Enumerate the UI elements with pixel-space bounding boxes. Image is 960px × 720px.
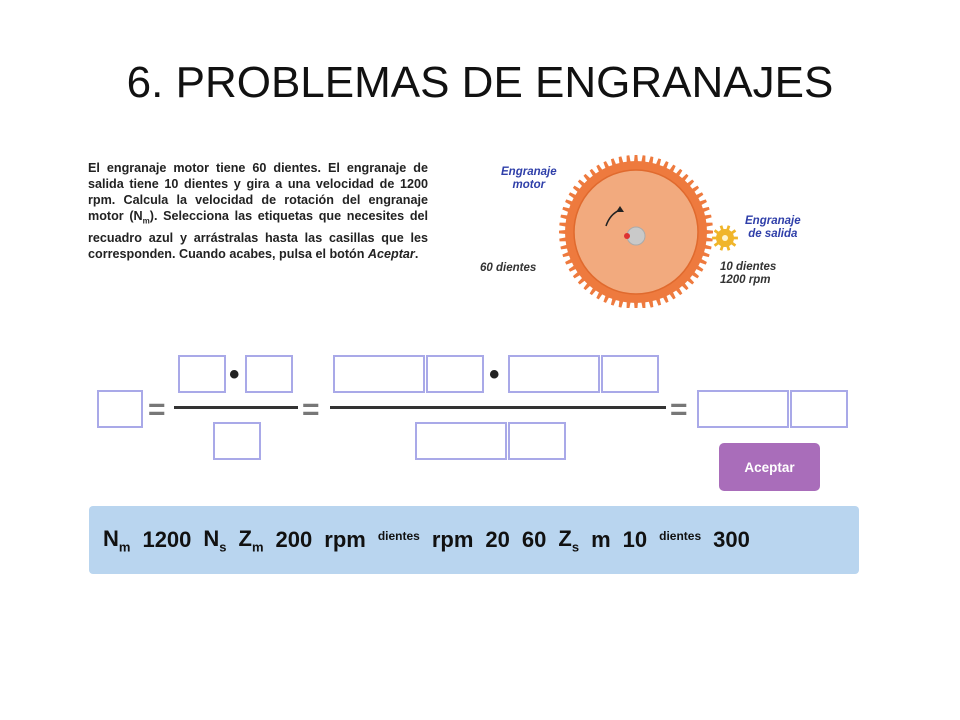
problem-statement xyxy=(88,160,428,262)
drop-box-answer-unit[interactable] xyxy=(790,390,848,428)
problem-sub-m: m xyxy=(142,216,150,226)
equals-sign-2: = xyxy=(302,393,320,426)
motor-teeth-label: 60 dientes xyxy=(480,262,537,274)
draggable-tag[interactable]: 1200 xyxy=(142,527,192,552)
equals-sign-3: = xyxy=(670,393,688,426)
draggable-tag[interactable]: 20 xyxy=(485,527,510,552)
motor-gear-label: Engranaje motor xyxy=(501,166,557,191)
problem-text-end: . xyxy=(414,246,419,261)
draggable-tag[interactable]: 200 xyxy=(275,527,313,552)
drop-box-frac1-num-b[interactable] xyxy=(245,355,293,393)
accept-button[interactable]: Aceptar xyxy=(719,443,820,491)
motor-gear-pin xyxy=(624,233,630,239)
draggable-tag[interactable]: dientes xyxy=(377,529,420,543)
drop-box-frac1-num-a[interactable] xyxy=(178,355,226,393)
multiply-dot-2: • xyxy=(489,358,500,391)
draggable-tag[interactable]: rpm xyxy=(324,527,366,552)
draggable-tag[interactable]: $Z_m$ xyxy=(238,525,264,555)
problem-text-1: El engranaje motor tiene 60 dientes. El engranaje de salida tiene 10 dientes y gira a una velocidad de 1200 rpm. Calcula la velocidad de rotación del engranaje motor (N xyxy=(88,161,428,223)
draggable-tag[interactable]: 60 xyxy=(521,527,547,552)
page-title: 6. PROBLEMAS DE ENGRANAJES xyxy=(126,58,834,107)
drop-box-frac2-den[interactable] xyxy=(415,422,507,460)
drop-box-frac2-num-a[interactable] xyxy=(333,355,425,393)
drop-box-frac2-den-unit[interactable] xyxy=(508,422,566,460)
output-gear-label: Engranaje de salida xyxy=(745,215,801,240)
draggable-tag[interactable]: m xyxy=(591,527,611,552)
label-tray xyxy=(89,506,859,574)
draggable-tag[interactable]: $N_s$ xyxy=(203,525,227,555)
drop-box-frac2-num-b[interactable] xyxy=(508,355,600,393)
problem-text-italic: Aceptar xyxy=(367,246,415,261)
draggable-tag[interactable]: rpm xyxy=(431,527,474,552)
draggable-tag[interactable]: $Z_s$ xyxy=(558,525,580,555)
problem-text-2: ). Selecciona las etiquetas que necesites del recuadro azul y arrástralas hasta las casillas que les corresponden. Cuando acabes, pulsa el botón xyxy=(88,209,429,261)
draggable-tag[interactable]: $N_m$ xyxy=(103,525,131,555)
drop-box-frac2-num-b-unit[interactable] xyxy=(601,355,659,393)
drop-box-answer[interactable] xyxy=(697,390,789,428)
multiply-dot-1: • xyxy=(229,358,240,391)
drop-box-result[interactable] xyxy=(97,390,143,428)
output-teeth-label: 10 dientes 1200 rpm xyxy=(720,261,777,286)
equals-sign-1: = xyxy=(148,393,166,426)
draggable-tag[interactable]: 10 xyxy=(622,527,648,552)
drop-box-frac1-den[interactable] xyxy=(213,422,261,460)
fraction-bar-2 xyxy=(330,406,666,409)
draggable-tag[interactable]: dientes xyxy=(659,529,702,543)
fraction-bar-1 xyxy=(174,406,298,409)
gear-diagram xyxy=(470,148,850,308)
drop-box-frac2-num-a-unit[interactable] xyxy=(426,355,484,393)
draggable-tag[interactable]: 300 xyxy=(713,527,750,552)
output-gear-hub xyxy=(722,235,728,241)
